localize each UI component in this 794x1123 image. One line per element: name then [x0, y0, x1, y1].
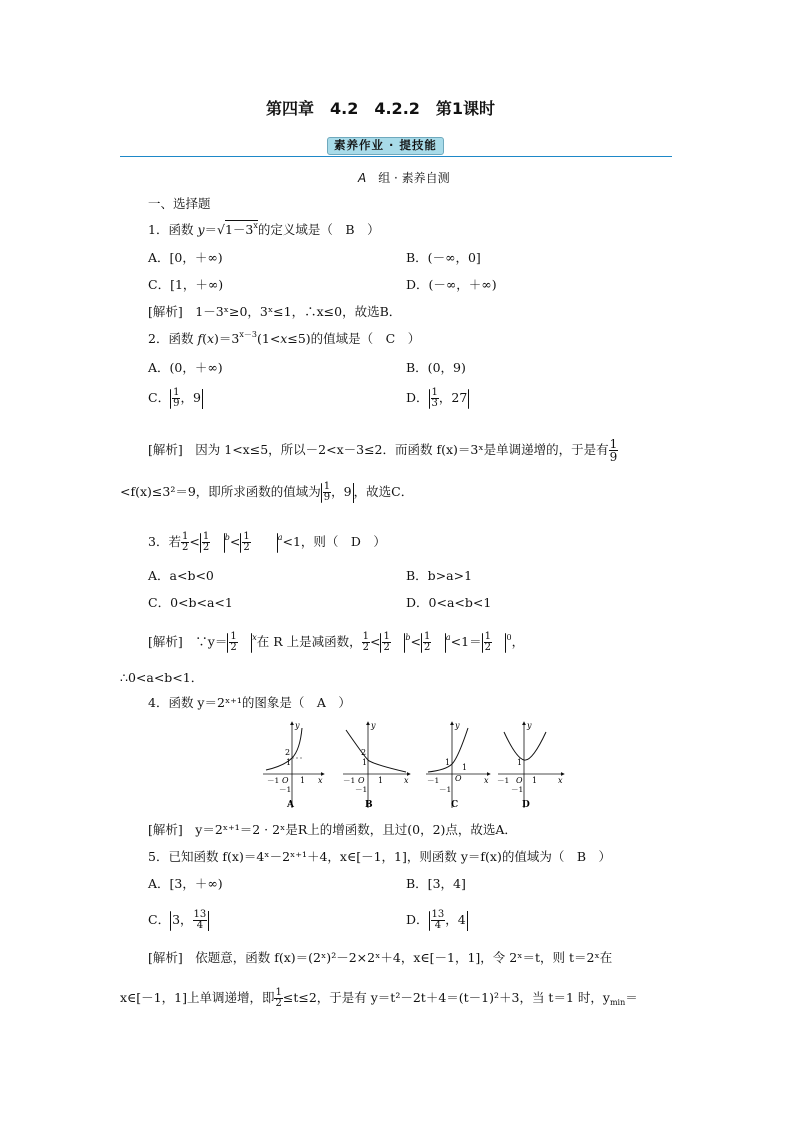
svg-text:y: y	[455, 721, 460, 730]
svg-text:1: 1	[378, 776, 384, 785]
page-title: 第四章 4.2 4.2.2 第1课时	[266, 99, 496, 118]
graph-caption-b: B	[365, 800, 373, 810]
svg-text:－1: －1	[355, 785, 368, 794]
svg-text:O: O	[358, 776, 365, 785]
q4-explanation: [解析] y＝2ˣ⁺¹＝2 · 2ˣ是R上的增函数，且过(0，2)点，故选A．	[148, 822, 517, 837]
group-subtitle: A 组 · 素养自测	[358, 171, 450, 185]
svg-text:－1: －1	[279, 785, 292, 794]
q3-option-c: C．0<b<a<1	[148, 595, 233, 610]
q2-option-b: B．(0，9)	[406, 360, 466, 375]
section-banner: 素养作业 · 提技能	[327, 137, 444, 155]
question-3-stem: 3．若 $\frac{1}{2}$ < $\frac{1}{2}$ $^b$< $\frac{1}{2}$ $^a$<1，则（ D ）	[148, 531, 386, 553]
svg-text:x: x	[318, 776, 323, 785]
q2-explanation-line1: [解析] 因为 1<x≤5，所以－2<x－3≤2．而函数 f(x)＝3ˣ是单调递增的，于是有 $\frac{1}{9}$	[148, 437, 618, 464]
svg-text:O: O	[455, 774, 462, 783]
header-rule	[120, 156, 672, 157]
q3-explanation-line2: ∴0<a<b<1．	[120, 670, 204, 685]
svg-text:O: O	[516, 776, 523, 785]
graph-caption-d: D	[522, 800, 530, 810]
question-2-stem: 2．函数 $f(x)=3^{x-3}(1<x\le 5)$的值域是（ C ）	[148, 330, 421, 346]
svg-text:－1: －1	[267, 776, 280, 785]
svg-text:2: 2	[361, 748, 367, 757]
question-5-stem: 5．已知函数 f(x)＝4ˣ－2ˣ⁺¹＋4，x∈[－1，1]，则函数 y＝f(x)的值域为（ B ）	[148, 849, 612, 864]
svg-text:1: 1	[445, 758, 451, 767]
svg-text:1: 1	[362, 758, 368, 767]
q2-option-a: A．(0，＋∞)	[148, 360, 223, 375]
q1-explanation: [解析] 1－3ˣ≥0，3ˣ≤1，∴x≤0，故选B．	[148, 304, 402, 319]
q5-option-d: D． $\frac{13}{4}$ ，4	[406, 909, 466, 931]
svg-text:O: O	[282, 776, 289, 785]
q5-explanation-line2: x∈[－1，1]上单调递增，即 $\frac{1}{2}$ ≤t≤2，于是有 y＝t²－2t＋4＝(t－1)²＋3，当 t＝1 时，$y_{min}=$	[120, 987, 638, 1009]
q5-option-c: C． 3， $\frac{13}{4}$	[148, 910, 209, 931]
q5-explanation-line1: [解析] 依题意，函数 f(x)＝(2ˣ)²－2×2ˣ＋4，x∈[－1，1]，令 2ˣ＝t，则 t＝2ˣ在	[148, 950, 613, 965]
svg-text:－1: －1	[343, 776, 356, 785]
svg-text:y: y	[371, 721, 376, 730]
question-4-stem: 4．函数 y＝2ˣ⁺¹的图象是（ A ）	[148, 695, 351, 710]
svg-text:2: 2	[285, 748, 291, 757]
svg-text:x: x	[558, 776, 563, 785]
svg-text:1: 1	[286, 758, 292, 767]
q3-option-b: B．b>a>1	[406, 568, 473, 583]
graph-c	[426, 721, 490, 808]
graph-caption-a: A	[287, 800, 294, 810]
svg-text:x: x	[404, 776, 409, 785]
q1-option-a: A．[0，＋∞)	[148, 250, 223, 265]
svg-text:1: 1	[532, 776, 538, 785]
q5-option-a: A．[3，＋∞)	[148, 876, 223, 891]
svg-text:1: 1	[462, 763, 468, 772]
section-heading: 一、选择题	[148, 196, 211, 211]
q2-explanation-line2: <f(x)≤3²＝9，即所求函数的值域为 $\frac{1}{9}$ ，9 ，故选C．	[120, 481, 414, 503]
graph-d	[497, 721, 564, 808]
svg-text:－1: －1	[511, 785, 524, 794]
q1-option-b: B．(－∞，0]	[406, 250, 481, 265]
q1-option-d: D．(－∞，＋∞)	[406, 277, 497, 292]
question-1-stem: 1．函数 $y=√1-3^x$的定义域是（ B ）	[148, 221, 380, 237]
q5-option-b: B．[3，4]	[406, 876, 466, 891]
svg-text:－1: －1	[427, 776, 440, 785]
q3-option-d: D．0<a<b<1	[406, 595, 492, 610]
q2-option-c: C． $\frac{1}{9}$ ，9	[148, 387, 201, 409]
q4-graph-options	[258, 718, 578, 813]
graph-a	[263, 721, 324, 808]
svg-text:y: y	[527, 721, 532, 730]
graph-caption-c: C	[451, 800, 459, 810]
graph-b	[343, 721, 410, 808]
svg-text:1: 1	[517, 758, 523, 767]
svg-text:1: 1	[300, 776, 306, 785]
svg-text:－1: －1	[497, 776, 510, 785]
svg-text:x: x	[484, 776, 489, 785]
q1-option-c: C．[1，＋∞)	[148, 277, 224, 292]
q2-option-d: D． $\frac{1}{3}$ ，27	[406, 387, 468, 409]
q3-explanation-line1: [解析] ∵y＝ $\frac{1}{2}$ $^x$在 R 上是减函数， $\frac{1}{2}$ < $\frac{1}{2}$ $^b$< $\frac{1}{2}$ $^a$<1＝ $\frac{1}{2}$ $^0$，	[148, 631, 525, 653]
svg-text:－1: －1	[439, 785, 452, 794]
svg-text:y: y	[295, 721, 300, 730]
q3-option-a: A．a<b<0	[148, 568, 214, 583]
